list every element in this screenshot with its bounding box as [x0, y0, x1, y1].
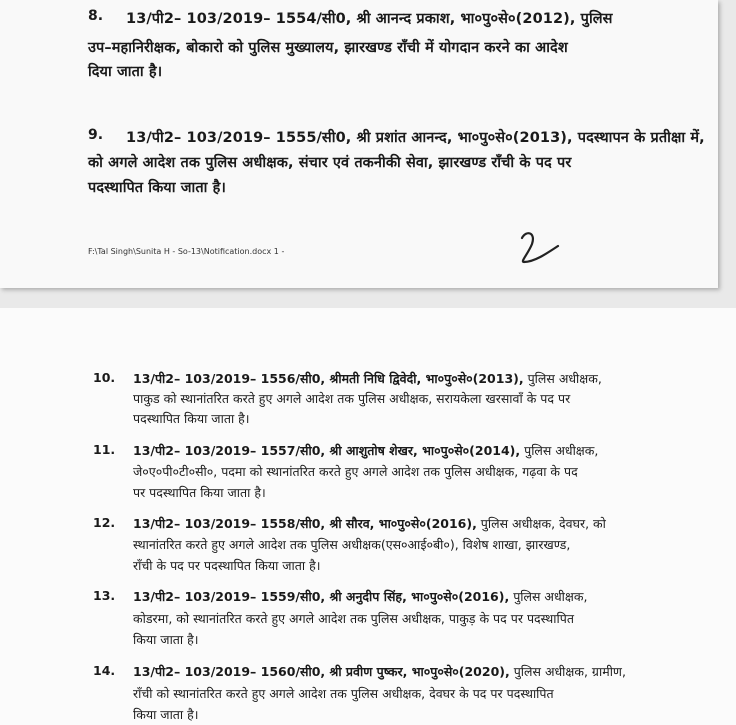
item-line: पुलिस अधीक्षक, देवघर, को — [476, 516, 606, 531]
item-line: जे०ए०पी०टी०सी०, पदमा को स्थानांतरित करते हुए अगले आदेश तक पुलिस अधीक्षक, गढ़वा के पद — [133, 464, 578, 479]
file-path-footer: F:\Tal Singh\Sunita H - So-13\Notification.docx 1 - — [88, 247, 285, 256]
item-line: पाकुड को स्थानांतरित करते हुए अगले आदेश तक पुलिस अधीक्षक, सरायकेला खरसावाँ के पद पर — [133, 391, 571, 406]
item-number: 13. — [93, 588, 116, 603]
item-line: 13/पी2– 103/2019– 1555/सी0, श्री प्रशांत आनन्द, भा०पु०से०(2013), पदस्थापन के प्रतीक्षा में, — [126, 130, 705, 146]
item-head: 13/पी2– 103/2019– 1560/सी0, श्री प्रवीण पुष्कर, भा०पु०से०(2020), — [133, 664, 510, 679]
item-line: उप–महानिरीक्षक, बोकारो को पुलिस मुख्यालय, झारखण्ड राँची में योगदान करने का आदेश — [88, 40, 568, 56]
item-head: 13/पी2– 103/2019– 1559/सी0, श्री अनुदीप सिंह, भा०पु०से०(2016), — [133, 589, 510, 604]
item-line: राँची के पद पर पदस्थापित किया जाता है। — [133, 558, 321, 573]
item-number: 9. — [88, 127, 104, 143]
item-line: पदस्थापित किया जाता है। — [133, 411, 250, 426]
item-line: स्थानांतरित करते हुए अगले आदेश तक पुलिस अधीक्षक(एस०आई०बी०), विशेष शाखा, झारखण्ड, — [133, 537, 571, 552]
item-head: 13/पी2– 103/2019– 1556/सी0, श्रीमती निधि द्विवेदी, भा०पु०से०(2013), — [133, 371, 524, 386]
item-line: पदस्थापित किया जाता है। — [88, 180, 226, 196]
item-line: 13/पी2– 103/2019– 1554/सी0, श्री आनन्द प्रकाश, भा०पु०से०(2012), पुलिस — [126, 11, 613, 27]
item-number: 12. — [93, 515, 116, 530]
handwritten-signature-icon — [512, 228, 572, 268]
item-number: 8. — [88, 8, 104, 24]
item-line: पुलिस अधीक्षक, — [509, 589, 588, 604]
document-page-2 — [0, 308, 736, 725]
item-line: पुलिस अधीक्षक, ग्रामीण, — [509, 664, 626, 679]
item-number: 11. — [93, 442, 116, 457]
item-number: 10. — [93, 370, 116, 385]
item-line: पुलिस अधीक्षक, — [523, 371, 602, 386]
item-line: कोडरमा, को स्थानांतरित करते हुए अगले आदेश तक पुलिस अधीक्षक, पाकुड़ के पद पर पदस्थापित — [133, 611, 574, 626]
item-line: पुलिस अधीक्षक, — [520, 443, 599, 458]
item-line: पर पदस्थापित किया जाता है। — [133, 485, 266, 500]
item-line: दिया जाता है। — [88, 64, 163, 80]
document-page-1 — [0, 0, 718, 288]
item-line: किया जाता है। — [133, 632, 199, 647]
item-line: को अगले आदेश तक पुलिस अधीक्षक, संचार एवं तकनीकी सेवा, झारखण्ड राँची के पद पर — [88, 155, 572, 171]
item-line: राँची को स्थानांतरित करते हुए अगले आदेश तक पुलिस अधीक्षक, देवघर के पद पर पदस्थापित — [133, 686, 554, 701]
item-number: 14. — [93, 663, 116, 678]
item-line: किया जाता है। — [133, 707, 199, 722]
item-head: 13/पी2– 103/2019– 1557/सी0, श्री आशुतोष शेखर, भा०पु०से०(2014), — [133, 443, 521, 458]
item-head: 13/पी2– 103/2019– 1558/सी0, श्री सौरव, भा०पु०से०(2016), — [133, 516, 477, 531]
